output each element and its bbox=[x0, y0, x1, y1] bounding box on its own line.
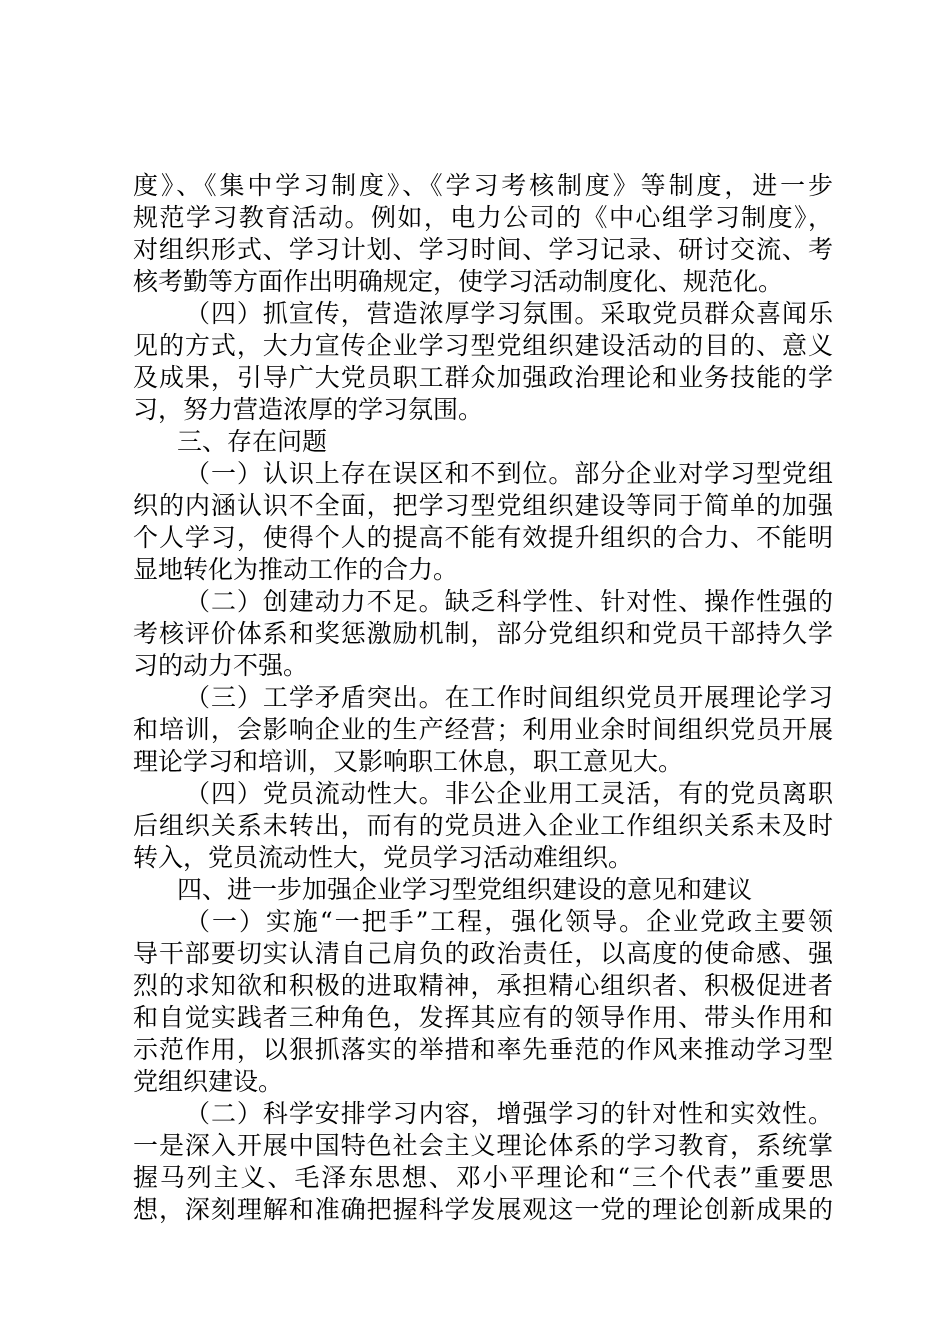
text-line: 烈的求知欲和积极的进取精神，承担精心组织者、积极促进者 bbox=[133, 971, 833, 1000]
text-line: 显地转化为推动工作的合力。 bbox=[133, 555, 459, 584]
text-line: 度》、《集中学习制度》、《学习考核制度》等制度，进一步 bbox=[133, 171, 833, 200]
section-paragraph-start: （四）党员流动性大。非公企业用工灵活，有的党员离职 bbox=[185, 779, 833, 808]
text-line: 后组织关系未转出，而有的党员进入企业工作组织关系未及时 bbox=[133, 811, 833, 840]
text-line: 织的内涵认识不全面，把学习型党组织建设等同于简单的加强 bbox=[133, 491, 833, 520]
text-line: 示范作用，以狠抓落实的举措和率先垂范的作风来推动学习型 bbox=[133, 1035, 833, 1064]
text-line: 见的方式，大力宣传企业学习型党组织建设活动的目的、意义 bbox=[133, 331, 833, 360]
text-line: 习，努力营造浓厚的学习氛围。 bbox=[133, 395, 484, 424]
section-paragraph-start: （四）抓宣传，营造浓厚学习氛围。采取党员群众喜闻乐 bbox=[185, 299, 833, 328]
text-line: 握马列主义、毛泽东思想、邓小平理论和“三个代表”重要思 bbox=[133, 1163, 833, 1192]
text-line: 习的动力不强。 bbox=[133, 651, 309, 680]
text-line: 和培训，会影响企业的生产经营；利用业余时间组织党员开展 bbox=[133, 715, 833, 744]
text-line: 对组织形式、学习计划、学习时间、学习记录、研讨交流、考 bbox=[133, 235, 833, 264]
section-paragraph-start: （一）实施“一把手”工程，强化领导。企业党政主要领 bbox=[185, 907, 833, 936]
text-line: 导干部要切实认清自己肩负的政治责任，以高度的使命感、强 bbox=[133, 939, 833, 968]
text-line: 一是深入开展中国特色社会主义理论体系的学习教育，系统掌 bbox=[133, 1131, 833, 1160]
text-line: 想，深刻理解和准确把握科学发展观这一党的理论创新成果的 bbox=[133, 1195, 833, 1224]
text-line: 和自觉实践者三种角色，发挥其应有的领导作用、带头作用和 bbox=[133, 1003, 833, 1032]
section-paragraph-start: （二）科学安排学习内容，增强学习的针对性和实效性。 bbox=[185, 1099, 833, 1128]
section-paragraph-start: （二）创建动力不足。缺乏科学性、针对性、操作性强的 bbox=[185, 587, 833, 616]
text-line: 考核评价体系和奖惩激励机制，部分党组织和党员干部持久学 bbox=[133, 619, 833, 648]
text-line: 个人学习，使得个人的提高不能有效提升组织的合力、不能明 bbox=[133, 523, 833, 552]
text-line: 规范学习教育活动。例如，电力公司的《中心组学习制度》， bbox=[133, 203, 833, 232]
section-heading: 四、进一步加强企业学习型党组织建设的意见和建议 bbox=[177, 875, 753, 904]
section-paragraph-start: （一）认识上存在误区和不到位。部分企业对学习型党组 bbox=[185, 459, 833, 488]
section-heading: 三、存在问题 bbox=[177, 427, 328, 456]
section-paragraph-start: （三）工学矛盾突出。在工作时间组织党员开展理论学习 bbox=[185, 683, 833, 712]
text-line: 及成果，引导广大党员职工群众加强政治理论和业务技能的学 bbox=[133, 363, 833, 392]
text-line: 理论学习和培训，又影响职工休息，职工意见大。 bbox=[133, 747, 684, 776]
document-body bbox=[133, 170, 833, 1226]
text-line: 核考勤等方面作出明确规定，使学习活动制度化、规范化。 bbox=[133, 267, 784, 296]
text-line: 转入，党员流动性大，党员学习活动难组织。 bbox=[133, 843, 634, 872]
text-line: 党组织建设。 bbox=[133, 1067, 284, 1096]
